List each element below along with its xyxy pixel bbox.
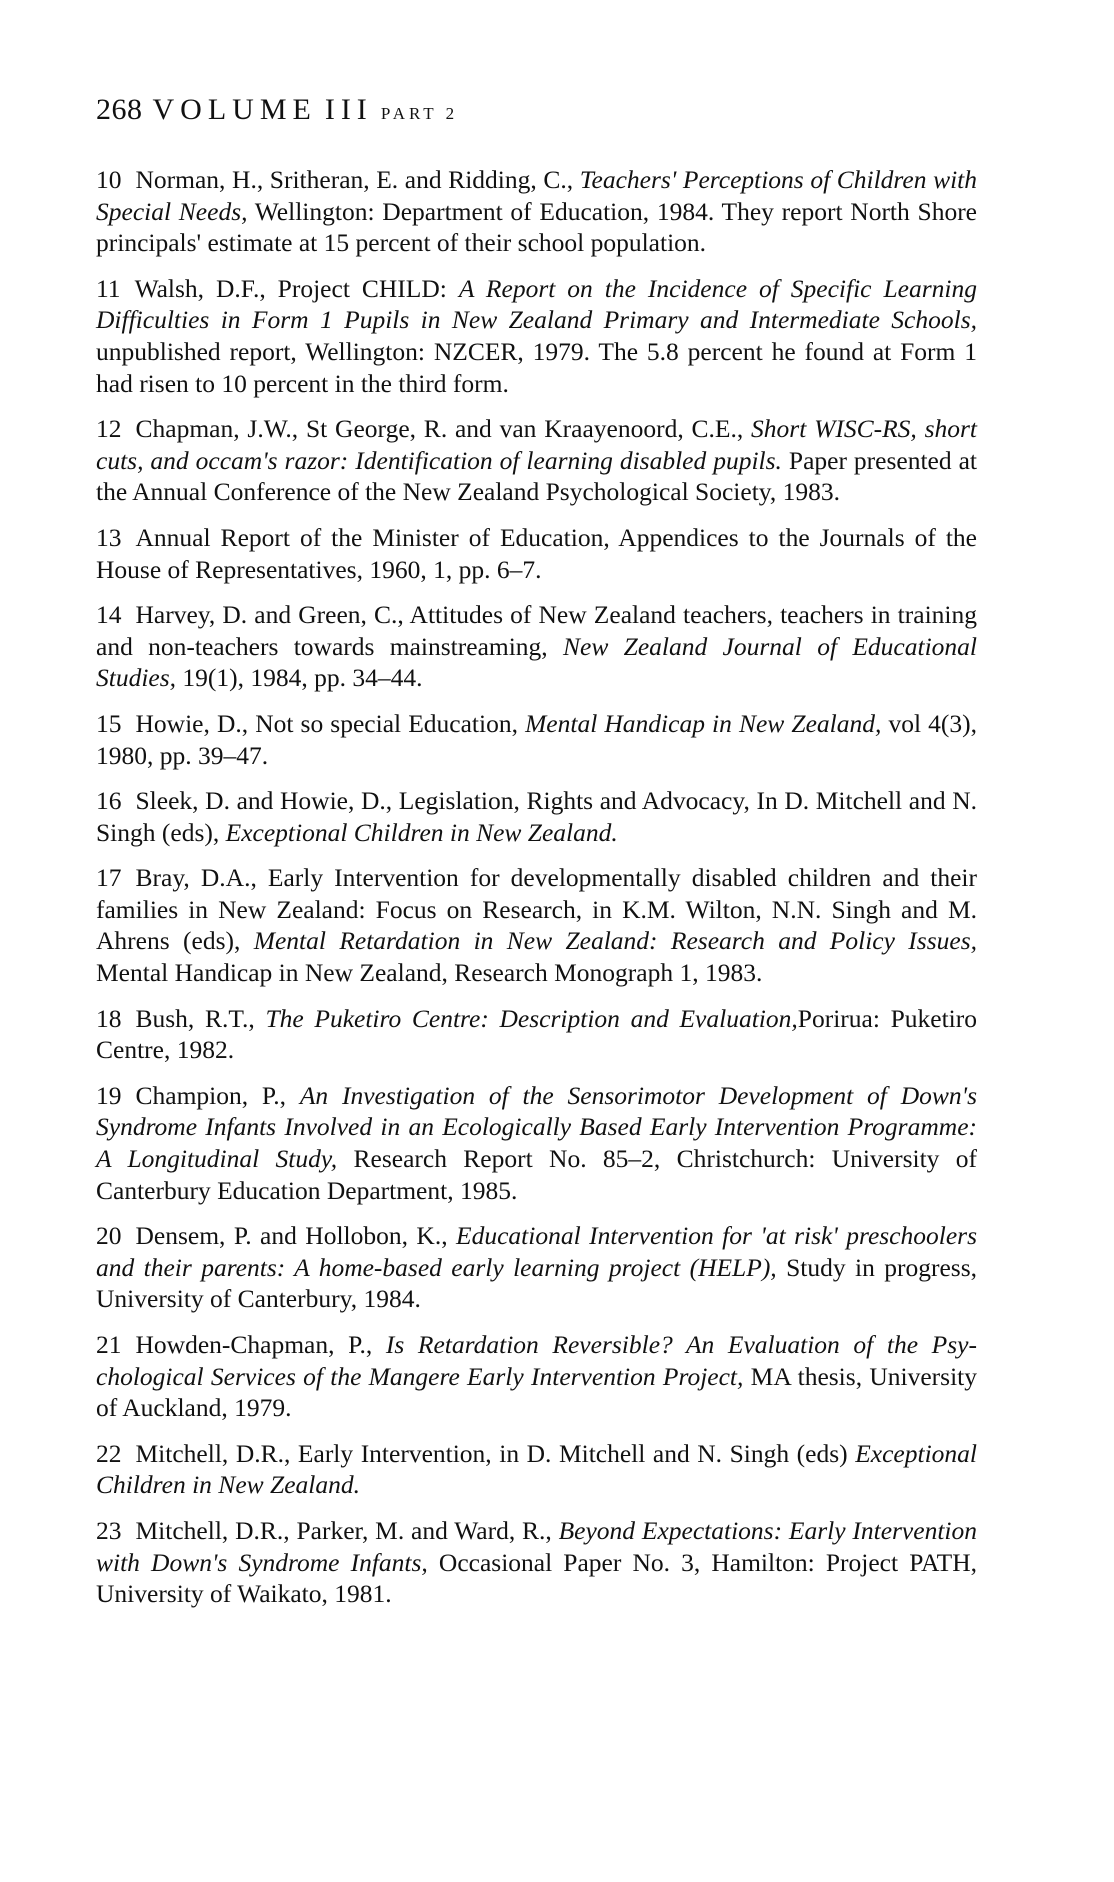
- endnote-title-italic: Exceptional Children in New Zealand.: [225, 817, 618, 847]
- endnote: [96, 1515, 977, 1610]
- endnote-number: 19: [96, 1080, 122, 1110]
- endnote-text: Harvey, D. and Green, C., Attitudes of New Zealand teachers, teachers in training and non-teachers towards mainstreaming,: [96, 600, 977, 661]
- endnote-text: Howden-Chapman, P.,: [135, 1330, 386, 1359]
- endnote-title-italic: Teachers' Perceptions of Children with Special Needs,: [96, 165, 977, 226]
- endnote-number: 10: [96, 165, 122, 194]
- endnote-text: Occasional Paper No. 3, Hamilton: Project PATH, University of Waikato, 1981.: [96, 1547, 977, 1609]
- endnote-text: 19(1), 1984, pp. 34–44.: [176, 663, 423, 693]
- endnote-number: 20: [96, 1221, 122, 1251]
- endnote: [96, 273, 977, 399]
- volume-number: III: [324, 93, 373, 126]
- endnote-number: 18: [96, 1003, 122, 1033]
- endnote-number: 17: [96, 863, 122, 893]
- endnote-text: Densem, P. and Hollobon, K.,: [135, 1221, 457, 1251]
- endnote-text: unpublished report, Wellington: NZCER, 1979. The 5.8 percent he found at Form 1 had risen to 10 percent in the third form.: [96, 336, 977, 398]
- endnote-number: 13: [96, 522, 122, 552]
- endnote: [96, 413, 977, 508]
- endnote: [96, 522, 977, 585]
- endnotes-list: [96, 164, 977, 1610]
- endnote-number: 11: [96, 273, 121, 303]
- endnote-title-italic: The Puketiro Centre: Description and Evaluation,: [265, 1003, 798, 1033]
- endnote: [96, 599, 977, 694]
- endnote-text: Mitchell, D.R., Early Intervention, in D. Mitchell and N. Singh (eds): [135, 1438, 856, 1468]
- endnote-text: Porirua: Puketiro Centre, 1982.: [96, 1003, 977, 1065]
- endnote-title-italic: New Zealand Journal of Educational Studies,: [96, 631, 977, 693]
- endnote-text: Chapman, J.W., St George, R. and van Kraayenoord, C.E.,: [135, 414, 752, 444]
- endnote-number: 15: [96, 708, 122, 738]
- endnote-title-italic: Mental Retardation in New Zealand: Research and Policy Issues,: [253, 926, 978, 956]
- endnote-text: Howie, D., Not so special Education,: [135, 708, 526, 738]
- endnote-title-italic: A Report on the Incidence of Specific Learning Difficulties in Form 1 Pupils in New Zealand Primary and Intermediate Schools,: [96, 273, 977, 335]
- endnote-text: Bush, R.T.,: [135, 1003, 266, 1033]
- endnote-title-italic: Mental Handicap in New Zealand,: [525, 708, 882, 738]
- endnote-text: Study in progress, University of Canterbury, 1984.: [96, 1252, 977, 1314]
- endnote-number: 16: [96, 786, 122, 816]
- endnote-number: 14: [96, 600, 122, 630]
- endnote-text: Paper presented at the Annual Conference of the New Zealand Psychological Society, 1983.: [96, 445, 977, 507]
- endnote: [96, 164, 977, 259]
- endnote-text: Wellington: Department of Education, 1984. They report North Shore principals' estimate at 15 percent of their school population.: [96, 196, 978, 258]
- page-number: 268: [96, 93, 143, 126]
- endnote-number: 22: [96, 1438, 122, 1468]
- endnote: [96, 708, 977, 771]
- endnote-text: MA thesis, University of Auckland, 1979.: [96, 1361, 977, 1423]
- endnote-text: Annual Report of the Minister of Education, Appendices to the Journals of the House of Representatives, 1960, 1, pp. 6–7.: [96, 522, 977, 584]
- endnote-text: Walsh, D.F., Project CHILD:: [134, 273, 459, 303]
- endnote-text: Research Report No. 85–2, Christchurch: University of Canterbury Education Department, 1985.: [96, 1144, 977, 1205]
- endnote-number: 21: [96, 1330, 122, 1359]
- volume-word: VOLUME: [152, 93, 317, 126]
- endnote: [96, 1080, 977, 1206]
- endnote: [96, 785, 977, 848]
- book-page: [96, 90, 977, 1624]
- endnote-title-italic: Educational Intervention for 'at risk' preschoolers and their parents: A home-based early learning project (HELP),: [96, 1221, 978, 1282]
- endnote-title-italic: An Investigation of the Sensorimotor Development of Down's Syndrome Infants Involved in an Ecologically Based Early Intervention Programme: A Longitudinal Study,: [96, 1080, 977, 1174]
- endnote-title-italic: Beyond Expectations: Early Intervention with Down's Syndrome Infants,: [96, 1515, 977, 1577]
- endnote: [96, 1220, 977, 1315]
- endnote: [96, 1438, 977, 1501]
- endnote: [96, 1329, 977, 1424]
- endnote-number: 23: [96, 1515, 122, 1545]
- endnote-title-italic: Short WISC-RS, short cuts, and occam's razor: Identification of learning disabled pupils.: [96, 414, 978, 475]
- part-label: PART 2: [380, 104, 459, 123]
- endnote-text: Mitchell, D.R., Parker, M. and Ward, R.,: [135, 1515, 559, 1545]
- endnote-text: vol 4(3), 1980, pp. 39–47.: [96, 708, 977, 770]
- endnote-text: Mental Handicap in New Zealand, Research Monograph 1, 1983.: [96, 958, 763, 988]
- endnote: [96, 862, 977, 988]
- endnote-text: Champion, P.,: [135, 1080, 300, 1110]
- endnote-text: Sleek, D. and Howie, D., Legislation, Rights and Advocacy, In D. Mitchell and N. Singh (eds),: [96, 786, 977, 847]
- endnote-number: 12: [96, 414, 122, 444]
- endnote: [96, 1003, 977, 1066]
- endnote-title-italic: Exceptional Children in New Zealand.: [96, 1438, 977, 1500]
- endnote-title-italic: Is Retardation Reversible? An Evaluation of the Psychological Services of the Mangere Early Intervention Project,: [96, 1330, 977, 1391]
- endnote-text: Norman, H., Sritheran, E. and Ridding, C.,: [135, 165, 580, 194]
- endnote-text: Bray, D.A., Early Intervention for developmentally disabled children and their families in New Zealand: Focus on Research, in K.M. Wilton, N.N. Singh and M. Ahrens (eds),: [96, 863, 977, 956]
- running-head: [96, 90, 977, 134]
